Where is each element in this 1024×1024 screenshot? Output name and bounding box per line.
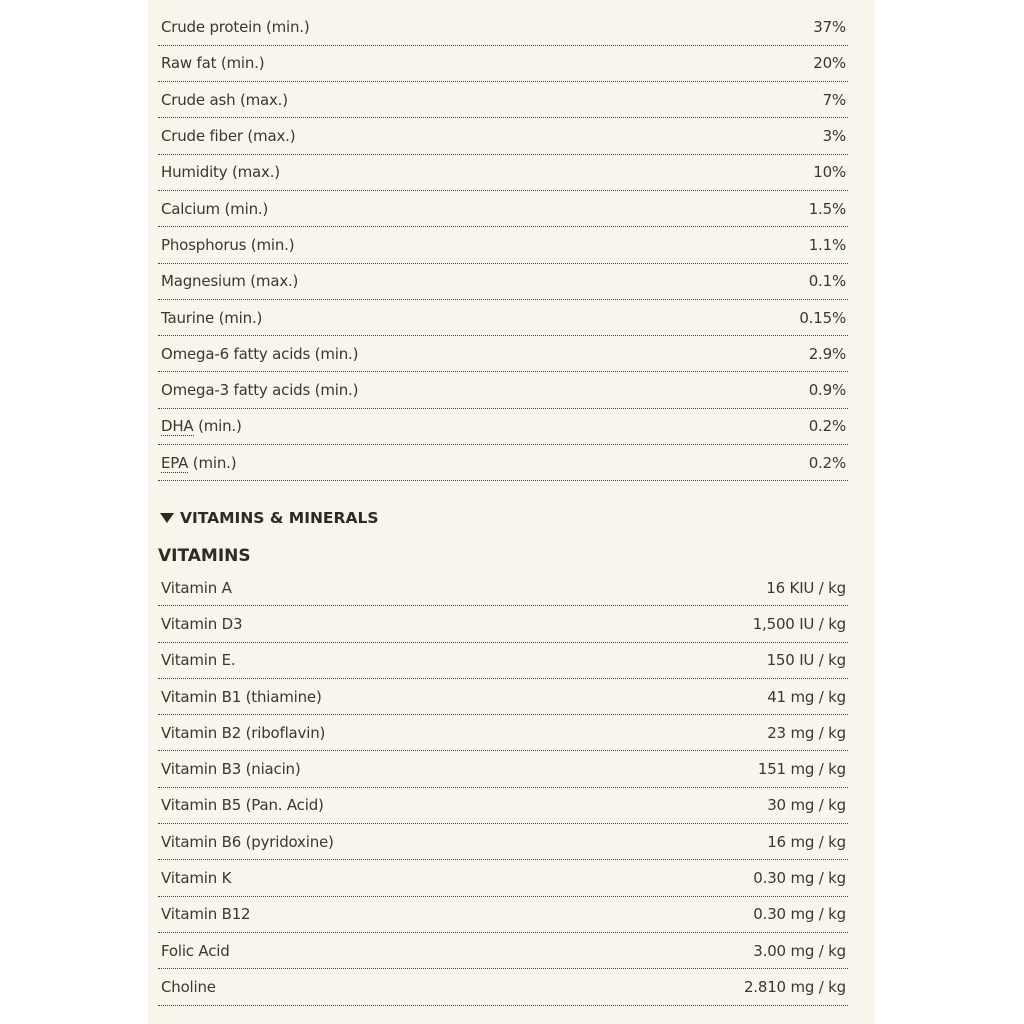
row-label: Folic Acid [161, 941, 230, 960]
table-row [158, 118, 848, 154]
vitamins-minerals-toggle[interactable] [160, 509, 379, 527]
row-label: Omega-6 fatty acids (min.) [161, 344, 359, 363]
row-label: Vitamin B5 (Pan. Acid) [161, 796, 324, 815]
section-title: VITAMINS & MINERALS [180, 509, 379, 527]
row-label: Vitamin B6 (pyridoxine) [161, 832, 334, 851]
row-label: Humidity (max.) [161, 163, 280, 182]
row-value: 16 KIU / kg [766, 578, 846, 597]
table-row [158, 788, 848, 824]
table-row [158, 227, 848, 263]
row-label: Raw fat (min.) [161, 54, 265, 73]
row-value: 0.15% [799, 308, 846, 327]
table-row [158, 409, 848, 445]
row-label: Vitamin B3 (niacin) [161, 760, 301, 779]
row-label: Crude fiber (max.) [161, 127, 296, 146]
table-row [158, 606, 848, 642]
row-value: 0.30 mg / kg [753, 905, 846, 924]
row-value: 23 mg / kg [767, 723, 846, 742]
table-row [158, 897, 848, 933]
row-label: Vitamin B2 (riboflavin) [161, 723, 326, 742]
row-value: 1.5% [808, 199, 846, 218]
row-value: 30 mg / kg [767, 796, 846, 815]
row-value: 1,500 IU / kg [752, 614, 846, 633]
row-value: 7% [822, 90, 846, 109]
table-row [158, 191, 848, 227]
row-value: 150 IU / kg [766, 651, 846, 670]
table-row [158, 715, 848, 751]
row-value: 0.2% [808, 417, 846, 436]
row-value: 10% [813, 163, 846, 182]
table-row [158, 570, 848, 606]
table-row [158, 82, 848, 118]
row-label-suffix: (min.) [188, 453, 237, 472]
row-value: 0.1% [808, 272, 846, 291]
row-value: 41 mg / kg [767, 687, 846, 706]
table-row [158, 300, 848, 336]
row-label: Vitamin D3 [161, 614, 243, 633]
row-value: 3.00 mg / kg [753, 941, 846, 960]
row-value: 1.1% [808, 235, 846, 254]
row-label: Crude protein (min.) [161, 18, 310, 37]
table-row [158, 445, 848, 481]
table-row [158, 643, 848, 679]
row-label: Magnesium (max.) [161, 272, 299, 291]
table-row [158, 372, 848, 408]
row-value: 2.810 mg / kg [743, 977, 846, 996]
row-label: Omega-3 fatty acids (min.) [161, 381, 359, 400]
table-row [158, 860, 848, 896]
table-row [158, 264, 848, 300]
row-value: 2.9% [808, 344, 846, 363]
row-value: 20% [813, 54, 846, 73]
row-label: Choline [161, 977, 216, 996]
table-row [158, 155, 848, 191]
analytical-constituents-table [158, 10, 848, 482]
row-label [161, 454, 236, 472]
row-value: 151 mg / kg [757, 760, 846, 779]
table-row [158, 824, 848, 860]
row-label-suffix: (min.) [193, 417, 242, 436]
table-row [158, 969, 848, 1005]
row-label: Vitamin B1 (thiamine) [161, 687, 322, 706]
row-label [161, 417, 242, 435]
row-label: Vitamin E. [161, 651, 236, 670]
row-label: Vitamin B12 [161, 905, 251, 924]
table-row [158, 336, 848, 372]
row-value: 0.2% [808, 453, 846, 472]
row-label: Crude ash (max.) [161, 90, 288, 109]
row-label: Taurine (min.) [161, 308, 263, 327]
triangle-down-icon [160, 513, 174, 523]
row-label: Calcium (min.) [161, 199, 269, 218]
row-value: 0.9% [808, 381, 846, 400]
table-row [158, 10, 848, 46]
row-value: 0.30 mg / kg [753, 869, 846, 888]
row-label: Vitamin K [161, 869, 232, 888]
dha-abbreviation[interactable]: DHA [161, 417, 194, 436]
vitamins-heading: VITAMINS [158, 546, 251, 566]
table-row [158, 679, 848, 715]
row-label: Vitamin A [161, 578, 232, 597]
row-value: 16 mg / kg [767, 832, 846, 851]
table-row [158, 933, 848, 969]
epa-abbreviation[interactable]: EPA [161, 453, 189, 472]
table-row [158, 751, 848, 787]
row-value: 37% [813, 18, 846, 37]
row-label: Phosphorus (min.) [161, 235, 295, 254]
row-value: 3% [822, 127, 846, 146]
table-row [158, 46, 848, 82]
vitamins-table [158, 570, 848, 1006]
